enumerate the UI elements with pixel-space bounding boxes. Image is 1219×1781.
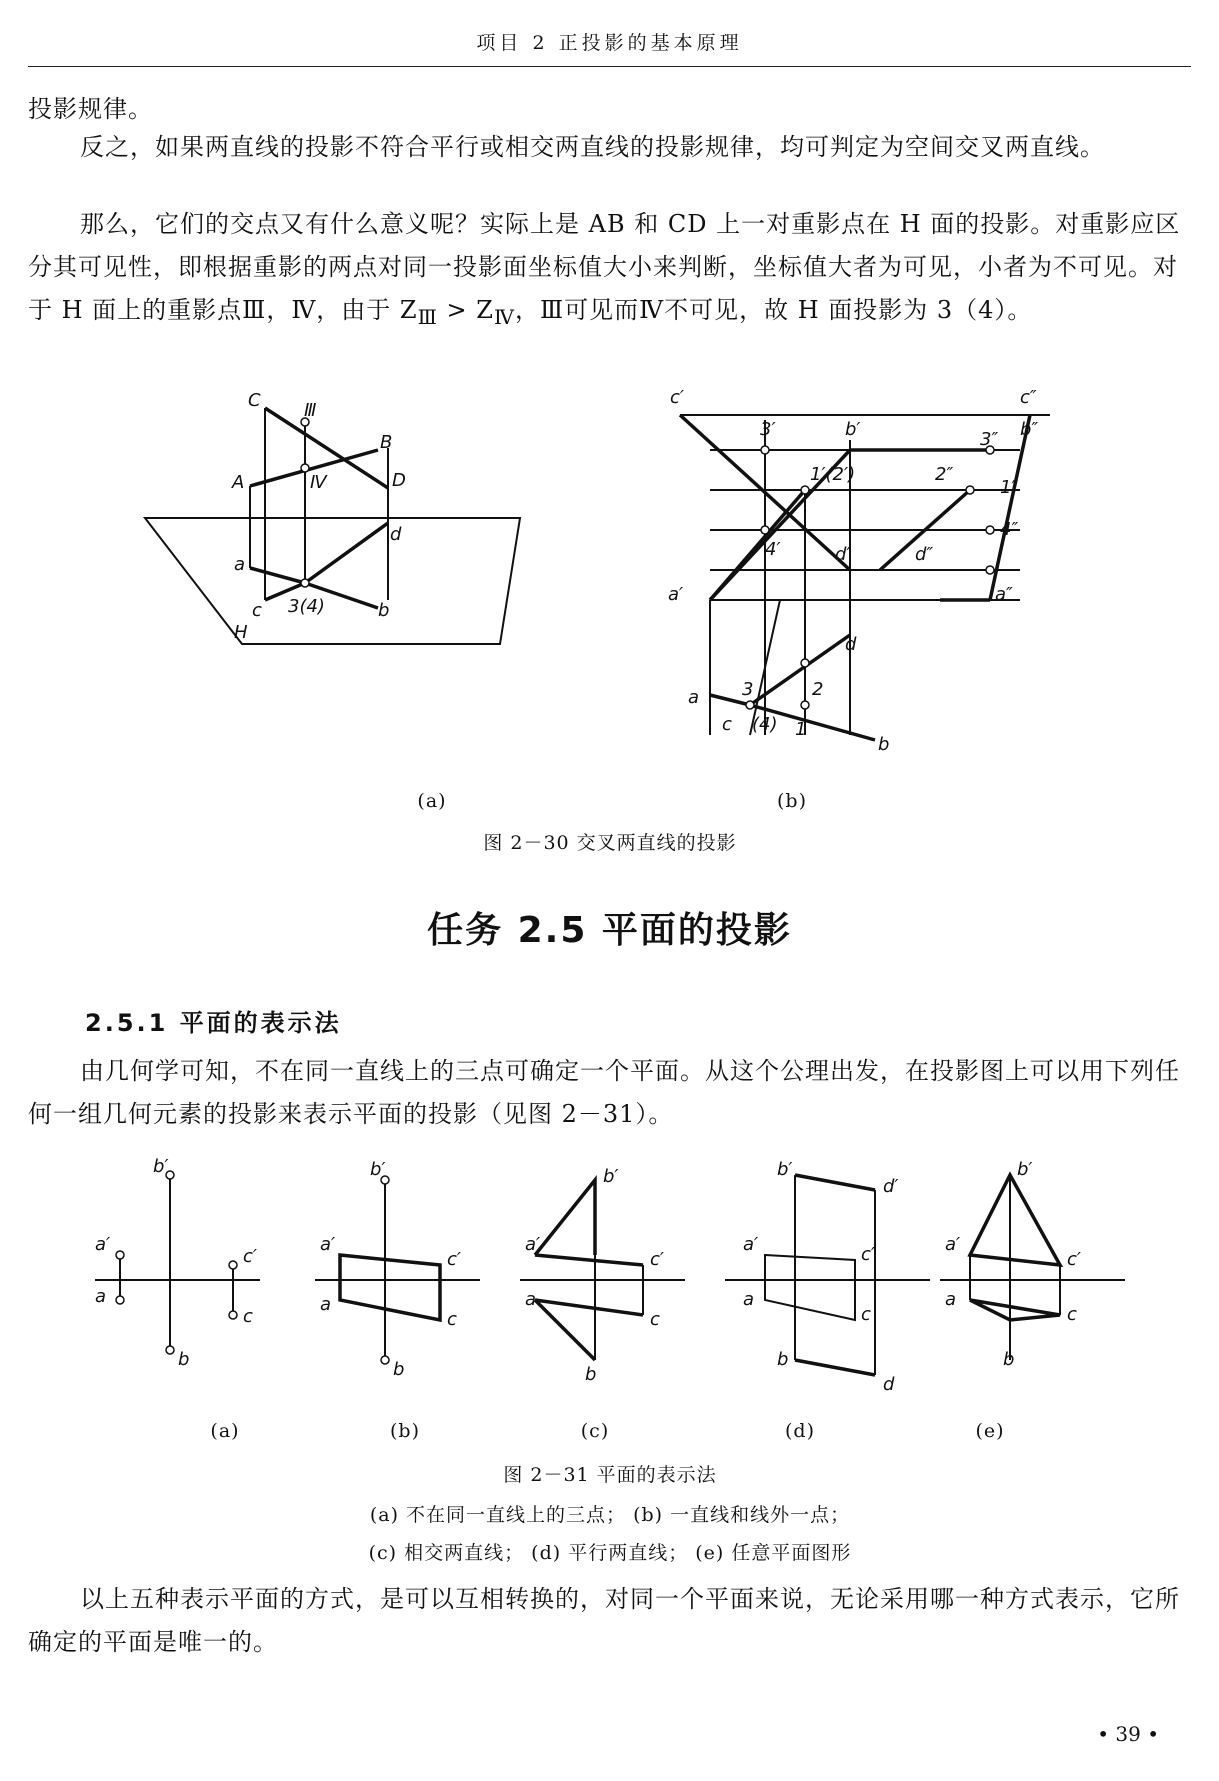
- label-2-lower: 2: [812, 679, 824, 700]
- figure-2-31: [95, 1156, 1135, 1400]
- label-a: a: [234, 554, 246, 575]
- label-A: A: [232, 472, 245, 493]
- label-III: Ⅲ: [304, 400, 317, 421]
- d-b-prime: b′: [777, 1159, 793, 1180]
- label-a-lower: a: [688, 687, 700, 708]
- fig30-caption: 图 2－30 交叉两直线的投影: [483, 832, 737, 854]
- line-ab-proj: [250, 568, 305, 583]
- c-a: a: [525, 1289, 537, 1310]
- label-2-dprime: 2″: [935, 464, 954, 485]
- d-c-prime: c′: [861, 1244, 875, 1265]
- e-c: c: [1067, 1304, 1077, 1325]
- a-a-prime: a′: [95, 1234, 111, 1255]
- label-d-prime: d′: [835, 544, 851, 565]
- label-3-lower: 3: [742, 679, 754, 700]
- fig31-legend-2: (c) 相交两直线； (d) 平行两直线； (e) 任意平面图形: [368, 1542, 852, 1564]
- e-b: b: [1003, 1349, 1015, 1370]
- label-c-lower: c: [722, 714, 732, 735]
- b-b-prime: b′: [370, 1159, 386, 1180]
- b-a: a: [320, 1294, 332, 1315]
- c-b-prime: b′: [603, 1166, 619, 1187]
- c-b: b: [585, 1364, 597, 1385]
- d-d-prime: d′: [883, 1176, 899, 1197]
- c-c-prime: c′: [650, 1249, 664, 1270]
- running-header: 项目 2 正投影的基本原理: [476, 32, 743, 54]
- b-c: c: [447, 1309, 457, 1330]
- a-b-prime: b′: [153, 1156, 169, 1177]
- b-a-prime: a′: [320, 1234, 336, 1255]
- paragraph-3: 那么，它们的交点又有什么意义呢？实际上是 AB 和 CD 上一对重影点在 H 面的投影。对重影应区分其可见性，即根据重影的两点对同一投影面坐标值大小来判断，坐标值大者为可见，小者为不可见。对于 H 面上的重影点Ⅲ，Ⅳ，由于 $Z_Ⅲ > Z_Ⅳ$，Ⅲ可见而Ⅳ不可见，故 H 面投影为 3（4）。: [28, 210, 1181, 329]
- fig31-caption: 图 2－31 平面的表示法: [503, 1464, 717, 1486]
- label-b-lower: b: [878, 734, 890, 755]
- line-cd-proj: [305, 523, 388, 583]
- label-1-2-prime: 1′(2′): [810, 464, 856, 485]
- c-a-prime: a′: [525, 1234, 541, 1255]
- e-a-prime: a′: [945, 1234, 961, 1255]
- label-H: H: [234, 622, 248, 643]
- label-C: C: [248, 390, 261, 411]
- h-plane-outline: [145, 518, 520, 644]
- label-3-4: 3(4): [288, 596, 325, 617]
- fig31-legend-1: (a) 不在同一直线上的三点； (b) 一直线和线外一点；: [369, 1504, 851, 1526]
- figure-2-30b: [668, 387, 1060, 775]
- label-a-dprime: a″: [995, 584, 1013, 605]
- a-c-prime: c′: [243, 1246, 257, 1267]
- label-a-prime: a′: [668, 584, 684, 605]
- subsection-title: 2.5.1 平面的表示法: [85, 1009, 342, 1037]
- label-IV: Ⅳ: [310, 472, 327, 493]
- label-B: B: [380, 432, 393, 453]
- a-c: c: [243, 1306, 253, 1327]
- b-c-prime: c′: [447, 1249, 461, 1270]
- label-1-lower: 1: [795, 719, 807, 740]
- fig31-sub-e: (e): [975, 1420, 1005, 1442]
- label-b-prime: b′: [845, 419, 861, 440]
- fig30-sub-b: (b): [777, 790, 807, 812]
- page-number: • 39 •: [1097, 1722, 1159, 1746]
- paragraph-4: 由几何学可知，不在同一直线上的三点可确定一个平面。从这个公理出发，在投影图上可以用下列任何一组几何元素的投影来表示平面的投影（见图 2－31）。: [28, 1057, 1180, 1128]
- section-title: 任务 2.5 平面的投影: [427, 910, 792, 951]
- fig30-sub-a: (a): [417, 790, 447, 812]
- label-b: b: [378, 600, 390, 621]
- e-a: a: [945, 1289, 957, 1310]
- e-c-prime: c′: [1067, 1249, 1081, 1270]
- label-d-dprime: d″: [915, 544, 934, 565]
- label-4-paren: (4): [752, 714, 778, 735]
- label-4-dprime: 4″: [1000, 519, 1019, 540]
- paragraph-5: 以上五种表示平面的方式，是可以互相转换的，对同一个平面来说，无论采用哪一种方式表示，它所确定的平面是唯一的。: [28, 1585, 1180, 1656]
- label-c-prime: c′: [670, 387, 684, 408]
- label-3-dprime: 3″: [980, 429, 999, 450]
- paragraph-1: 投影规律。: [28, 95, 153, 123]
- fig31-sub-b: (b): [390, 1420, 420, 1442]
- label-D: D: [392, 470, 406, 491]
- label-d: d: [390, 524, 402, 545]
- fig31-sub-d: (d): [785, 1420, 815, 1442]
- d-a-prime: a′: [743, 1234, 759, 1255]
- fig31-sub-c: (c): [580, 1420, 610, 1442]
- d-b: b: [777, 1349, 789, 1370]
- label-d-lower: d: [845, 634, 857, 655]
- header-rule: [28, 66, 1191, 67]
- d-c: c: [861, 1304, 871, 1325]
- label-c-dprime: c″: [1020, 387, 1037, 408]
- label-b-dprime: b″: [1020, 419, 1039, 440]
- e-b-prime: b′: [1017, 1159, 1033, 1180]
- c-c: c: [650, 1309, 660, 1330]
- d-a: a: [743, 1289, 755, 1310]
- label-1-dprime: 1″: [1000, 477, 1019, 498]
- b-b: b: [393, 1359, 405, 1380]
- figure-2-30a: [130, 378, 530, 678]
- a-b: b: [178, 1349, 190, 1370]
- fig31-sub-a: (a): [210, 1420, 240, 1442]
- label-3-prime: 3′: [760, 419, 776, 440]
- d-d: d: [883, 1374, 895, 1395]
- label-4-prime: 4′: [765, 539, 781, 560]
- label-c: c: [252, 600, 262, 621]
- paragraph-2: 反之，如果两直线的投影不符合平行或相交两直线的投影规律，均可判定为空间交叉两直线。: [80, 133, 1105, 161]
- a-a: a: [95, 1286, 107, 1307]
